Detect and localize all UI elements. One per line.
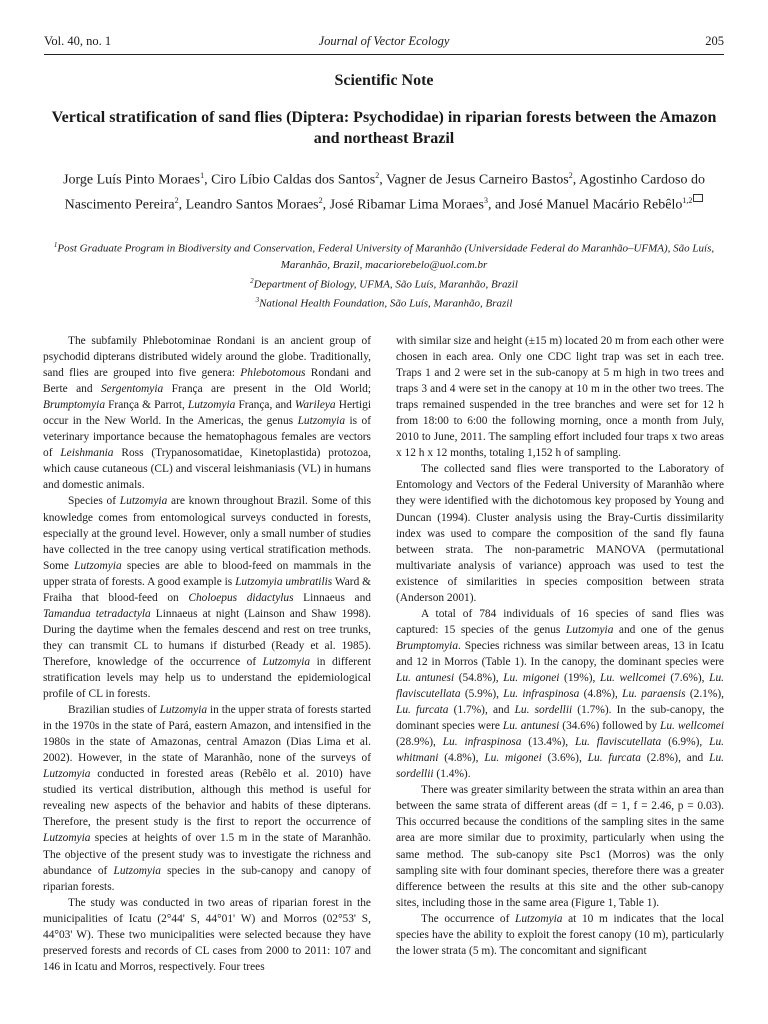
author-name: José Manuel Macário Rebêlo (518, 197, 683, 213)
body-paragraph: The collected sand flies were transported to the Laboratory of Entomology and Vectors of the Federal University of Maranhão where they were identified with the dichotomous key proposed by Young and Duncan (1994). Cluster analysis using the Bray-Curtis dissimilarity index was used to compare the composition of the sand fly fauna between strata. The non-parametric MANOVA (permutational multivariate analysis of variance) approach was used to test the existence of similarities in species composition between strata (Anderson 2001). (396, 463, 724, 604)
body-paragraph: The study was conducted in two areas of riparian forest in the municipalities of Icatu (2°44' S, 44°01' W) and Morros (02°53' S, 44°03' W). These two municipalities were selected because they have preserved forests and records of CL cases from 2000 to 2011: 107 and 146 in Icatu and Morros, respectively. Four trees (43, 896, 371, 973)
author-name: Ciro Líbio Caldas dos Santos (211, 172, 376, 188)
body-paragraph: The occurrence of Lutzomyia at 10 m indicates that the local species have the ability to exploit the forest canopy (10 m), particularly the lower strata (5 m). The concomitant and significant (396, 912, 724, 957)
body-paragraph: with similar size and height (±15 m) located 20 m from each other were chosen in each area. Only one CDC light trap was set in each tree. Traps 1 and 2 were set in the sub-canopy at 5 m high in two trees and traps 3 and 4 were set in the canopy at 10 m in the other two trees. The traps remained suspended in the tree branches and were set for 12 h from 18:00 to 6:00 the following morning, once a month from July, 2010 to June, 2011. The sampling effort included four traps x two areas x 12 h x 12 months, totaling 1,152 h of sampling. (396, 335, 724, 460)
journal-name: Journal of Vector Ecology (318, 34, 450, 48)
author-affiliation-mark: 2 (318, 195, 323, 205)
author-name: Leandro Santos Moraes (185, 197, 319, 213)
body-paragraph: Brazilian studies of Lutzomyia in the upper strata of forests started in the 1970s in the state of Pará, eastern Amazon, and intensified in the 1980s in the state of Amazonas, central Amazon (Dias Lima et al. 2002). However, in the state of Maranhão, none of the surveys of Lutzomyia conducted in forested areas (Rebêlo et al. 2010) have studied its vertical distribution, although this method is useful for revealing new aspects of the behavior and habits of these dipterans. Therefore, the present study is the first to report the occurrence of Lutzomyia species at heights of over 1.5 m in the state of Maranhão. The objective of the present study was to investigate the richness and abundance of Lutzomyia species in the sub-canopy and canopy of riparian forests. (43, 704, 371, 893)
affiliation-1: $^1$Post Graduate Program in Biodiversity and Conservation, Federal University of Maranhão (Universidade Federal do Maranhão–UFMA), São Luís, Maranhão, Brazil, macariorebelo@uol.com.br (53, 241, 715, 271)
author-affiliation-mark: 2 (375, 171, 380, 180)
body-column-right (396, 333, 724, 959)
author-affiliation-mark: 3 (483, 195, 488, 205)
body-paragraph: Species of Lutzomyia are known throughout Brazil. Some of this knowledge comes from entomological surveys conducted in forests, especially at the ground level. However, only a small number of studies have collected in the tree canopy using vertical stratification methods. Some Lutzomyia species are able to blood-feed on mammals in the upper strata of forests. A good example is Lutzomyia umbratilis Ward & Fraiha that blood-feed on Choloepus didactylus Linnaeus and Tamandua tetradactyla Linnaeus at night (Lainson and Shaw 1998). During the daytime when the females descend and rest on tree trunks, they can transmit CL to humans if disturbed (Ready et al. 1985). Therefore, knowledge of the occurrence of Lutzomyia in different stratification levels may help us to understand the epidemiological profile of CL in forests. (43, 495, 372, 701)
author-affiliation-mark: 1,2 (682, 195, 693, 205)
body-paragraph: The subfamily Phlebotominae Rondani is an ancient group of psychodid dipterans distributed widely around the globe. Traditionally, sand flies are grouped into five genera: Phlebotomous Rondani and Berte and Sergentomyia França are present in the Old World; Brumptomyia França & Parrot, Lutzomyia França, and Warileya Hertigi occur in the New World. In the Americas, the genus Lutzomyia is of veterinary importance because the hematophagous females are vectors of Leishmania Ross (Trypanosomatidae, Kinetoplastida) protozoa, which cause cutaneous (CL) and visceral leishmaniasis (VL) in humans and domestic animals. (43, 335, 372, 492)
header-rule (44, 54, 724, 55)
author-name: Agostinho Cardoso do Nascimento Pereira (64, 172, 705, 213)
article-title: Vertical stratification of sand flies (Diptera: Psychodidae) in riparian forests between the Amazon and northeast Brazil (51, 109, 717, 147)
author-name: Jorge Luís Pinto Moraes (63, 172, 201, 188)
volume-issue: Vol. 40, no. 1 (44, 34, 112, 48)
affiliation-3: $^3$National Health Foundation, São Luís, Maranhão, Brazil (255, 296, 513, 310)
author-affiliation-mark: 2 (174, 195, 179, 205)
affiliations (36, 237, 732, 312)
author-name: Vagner de Jesus Carneiro Bastos (385, 172, 569, 188)
running-head (44, 34, 724, 52)
affiliation-2: $^2$Department of Biology, UFMA, São Luís, Maranhão, Brazil (250, 276, 518, 291)
author-name: José Ribamar Lima Moraes (329, 197, 484, 213)
article-type-label: Scientific Note (334, 72, 434, 89)
envelope-icon (693, 194, 703, 202)
body-paragraph: A total of 784 individuals of 16 species of sand flies was captured: 15 species of the genus Lutzomyia and one of the genus Brumptomyia. Species richness was similar between areas, 13 in Icatu and 12 in Morros (Table 1). In the canopy, the dominant species were Lu. antunesi (54.8%), Lu. migonei (19%), Lu. wellcomei (7.6%), Lu. flaviscutellata (5.9%), Lu. infraspinosa (4.8%), Lu. paraensis (2.1%), Lu. furcata (1.7%), and Lu. sordellii (1.7%). In the sub-canopy, the dominant species were Lu. antunesi (34.6%) followed by Lu. wellcomei (28.9%), Lu. infraspinosa (13.4%), Lu. flaviscutellata (6.9%), Lu. whitmani (4.8%), Lu. migonei (3.6%), Lu. furcata (2.8%), and Lu. sordellii (1.4%). (396, 607, 725, 781)
author-affiliation-mark: 2 (568, 171, 573, 180)
body-paragraph: There was greater similarity between the strata within an area than between the same strata of different areas (df = 1, f = 2.46, p = 0.03). This occurred because the conditions of the sampling sites in the same area are more similar due to proximity, particularly when using the same method. The sub-canopy site Psc1 (Morros) was the only sampling site with four dominant species, therefore there was a greater difference between the results at this site and the other sub-canopy sites, including those in the same area (Figure 1, Table 1). (396, 784, 724, 909)
author-affiliation-mark: 1 (200, 171, 205, 180)
body-column-left (43, 333, 371, 975)
author-list: Jorge Luís Pinto Moraes$^1$, Ciro Líbio Caldas dos Santos$^2$, Vagner de Jesus Carneiro Bastos$^2$, Agostinho Cardoso do Nascimento Pereira$^2$, Leandro Santos Moraes$^2$, José Ribamar Lima Moraes$^3$, and José Manuel Macário Rebêlo$^{1,2}$ (63, 171, 705, 213)
page-number: 205 (705, 34, 724, 48)
